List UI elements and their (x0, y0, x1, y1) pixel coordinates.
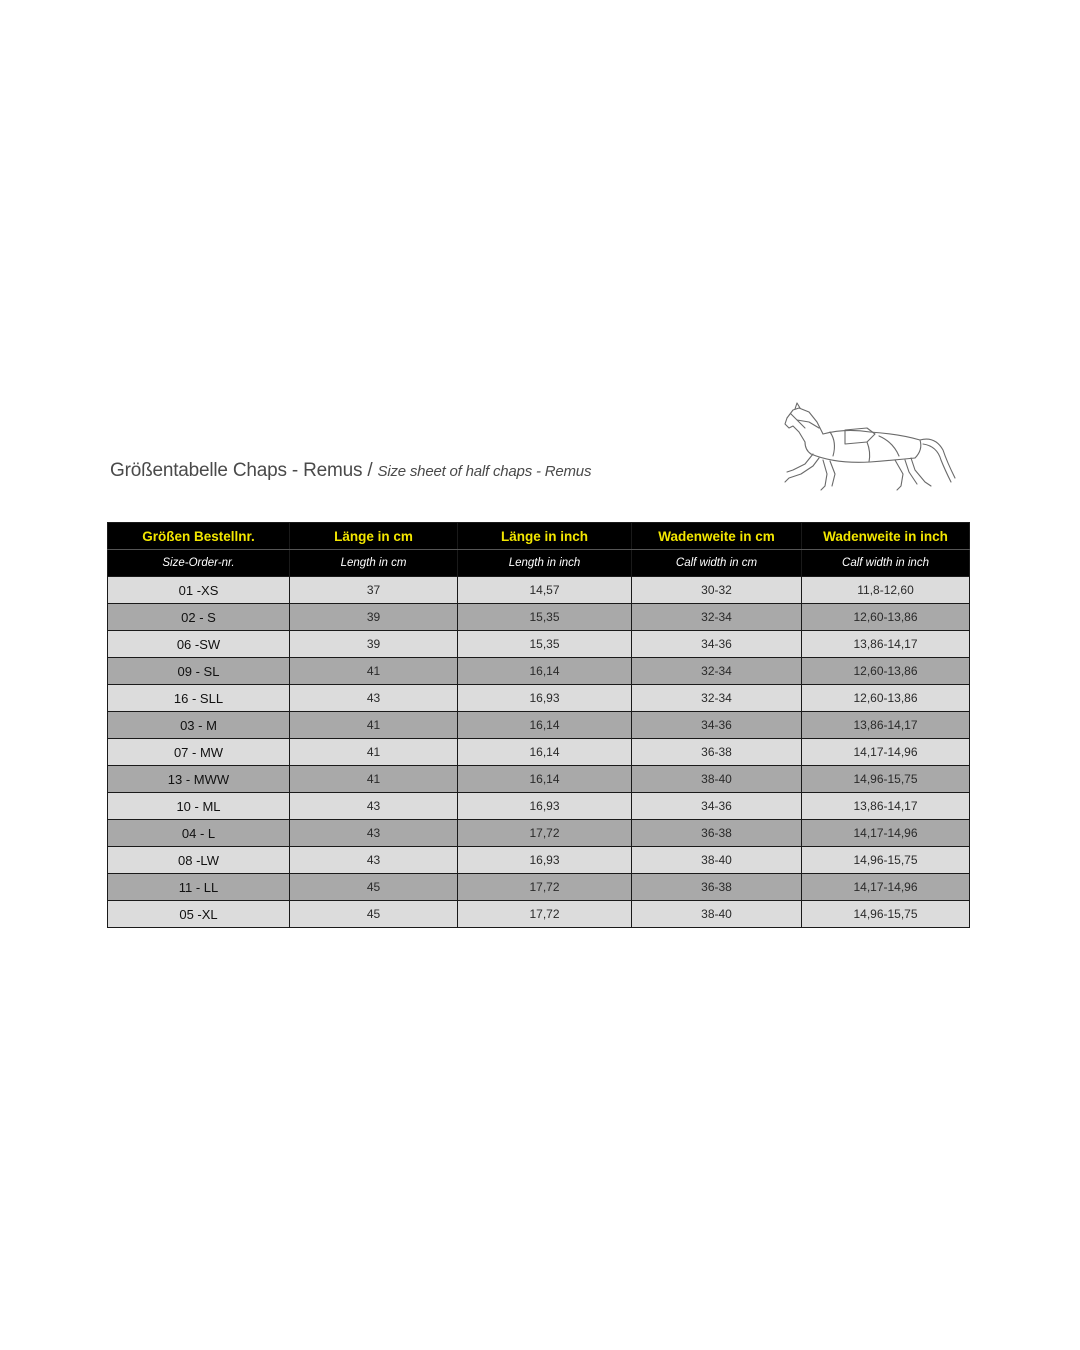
length-inch-cell: 14,57 (458, 577, 632, 604)
calf-inch-cell: 11,8-12,60 (802, 577, 970, 604)
calf-inch-cell: 13,86-14,17 (802, 631, 970, 658)
column-header-length-cm: Länge in cm (290, 523, 458, 550)
table-row (108, 874, 970, 901)
length-inch-cell: 16,14 (458, 712, 632, 739)
column-header-calf-inch: Wadenweite in inch (802, 523, 970, 550)
title-german: Größentabelle Chaps - Remus / (110, 460, 373, 481)
length-cm-cell: 39 (290, 604, 458, 631)
calf-cm-cell: 36-38 (632, 820, 802, 847)
column-header-size: Größen Bestellnr. (108, 523, 290, 550)
length-inch-cell: 15,35 (458, 604, 632, 631)
length-cm-cell: 43 (290, 685, 458, 712)
length-inch-cell: 15,35 (458, 631, 632, 658)
length-cm-cell: 41 (290, 766, 458, 793)
table-header-row (108, 523, 970, 550)
length-cm-cell: 45 (290, 901, 458, 928)
table-row (108, 712, 970, 739)
size-cell: 04 - L (108, 820, 290, 847)
table-row (108, 658, 970, 685)
calf-cm-cell: 34-36 (632, 793, 802, 820)
calf-cm-cell: 38-40 (632, 901, 802, 928)
calf-cm-cell: 32-34 (632, 604, 802, 631)
size-cell: 08 -LW (108, 847, 290, 874)
length-cm-cell: 45 (290, 874, 458, 901)
table-row (108, 604, 970, 631)
length-inch-cell: 17,72 (458, 874, 632, 901)
size-cell: 05 -XL (108, 901, 290, 928)
calf-inch-cell: 14,17-14,96 (802, 739, 970, 766)
length-inch-cell: 16,93 (458, 793, 632, 820)
calf-cm-cell: 32-34 (632, 685, 802, 712)
calf-cm-cell: 30-32 (632, 577, 802, 604)
table-row (108, 739, 970, 766)
length-cm-cell: 43 (290, 847, 458, 874)
calf-cm-cell: 32-34 (632, 658, 802, 685)
length-inch-cell: 16,14 (458, 766, 632, 793)
size-cell: 07 - MW (108, 739, 290, 766)
column-subheader-size: Size-Order-nr. (108, 550, 290, 577)
calf-cm-cell: 34-36 (632, 631, 802, 658)
calf-inch-cell: 14,96-15,75 (802, 847, 970, 874)
length-cm-cell: 39 (290, 631, 458, 658)
calf-cm-cell: 34-36 (632, 712, 802, 739)
table-subheader-row (108, 550, 970, 577)
table-row (108, 901, 970, 928)
length-cm-cell: 43 (290, 793, 458, 820)
column-header-calf-cm: Wadenweite in cm (632, 523, 802, 550)
page-title (110, 460, 591, 482)
calf-inch-cell: 14,96-15,75 (802, 901, 970, 928)
column-subheader-calf-cm: Calf width in cm (632, 550, 802, 577)
length-cm-cell: 43 (290, 820, 458, 847)
column-subheader-length-cm: Length in cm (290, 550, 458, 577)
table-row (108, 685, 970, 712)
table-row (108, 820, 970, 847)
length-inch-cell: 17,72 (458, 820, 632, 847)
calf-inch-cell: 12,60-13,86 (802, 685, 970, 712)
size-cell: 09 - SL (108, 658, 290, 685)
size-cell: 16 - SLL (108, 685, 290, 712)
calf-inch-cell: 12,60-13,86 (802, 658, 970, 685)
length-cm-cell: 37 (290, 577, 458, 604)
size-cell: 06 -SW (108, 631, 290, 658)
calf-inch-cell: 13,86-14,17 (802, 793, 970, 820)
column-subheader-calf-inch: Calf width in inch (802, 550, 970, 577)
table-row (108, 766, 970, 793)
length-inch-cell: 16,93 (458, 847, 632, 874)
calf-cm-cell: 38-40 (632, 766, 802, 793)
size-cell: 11 - LL (108, 874, 290, 901)
length-cm-cell: 41 (290, 712, 458, 739)
size-cell: 02 - S (108, 604, 290, 631)
calf-inch-cell: 14,96-15,75 (802, 766, 970, 793)
size-cell: 01 -XS (108, 577, 290, 604)
size-cell: 03 - M (108, 712, 290, 739)
calf-cm-cell: 38-40 (632, 847, 802, 874)
length-inch-cell: 16,14 (458, 658, 632, 685)
length-inch-cell: 16,14 (458, 739, 632, 766)
column-header-length-inch: Länge in inch (458, 523, 632, 550)
calf-inch-cell: 14,17-14,96 (802, 820, 970, 847)
size-cell: 10 - ML (108, 793, 290, 820)
calf-inch-cell: 13,86-14,17 (802, 712, 970, 739)
size-chart-table (107, 522, 970, 928)
calf-inch-cell: 14,17-14,96 (802, 874, 970, 901)
column-subheader-length-inch: Length in inch (458, 550, 632, 577)
calf-inch-cell: 12,60-13,86 (802, 604, 970, 631)
length-cm-cell: 41 (290, 739, 458, 766)
length-inch-cell: 17,72 (458, 901, 632, 928)
trotting-horse-sketch-icon (775, 398, 965, 494)
title-english: Size sheet of half chaps - Remus (377, 463, 592, 480)
table-row (108, 847, 970, 874)
length-inch-cell: 16,93 (458, 685, 632, 712)
table-row (108, 577, 970, 604)
size-cell: 13 - MWW (108, 766, 290, 793)
table-row (108, 793, 970, 820)
calf-cm-cell: 36-38 (632, 739, 802, 766)
table-row (108, 631, 970, 658)
length-cm-cell: 41 (290, 658, 458, 685)
calf-cm-cell: 36-38 (632, 874, 802, 901)
